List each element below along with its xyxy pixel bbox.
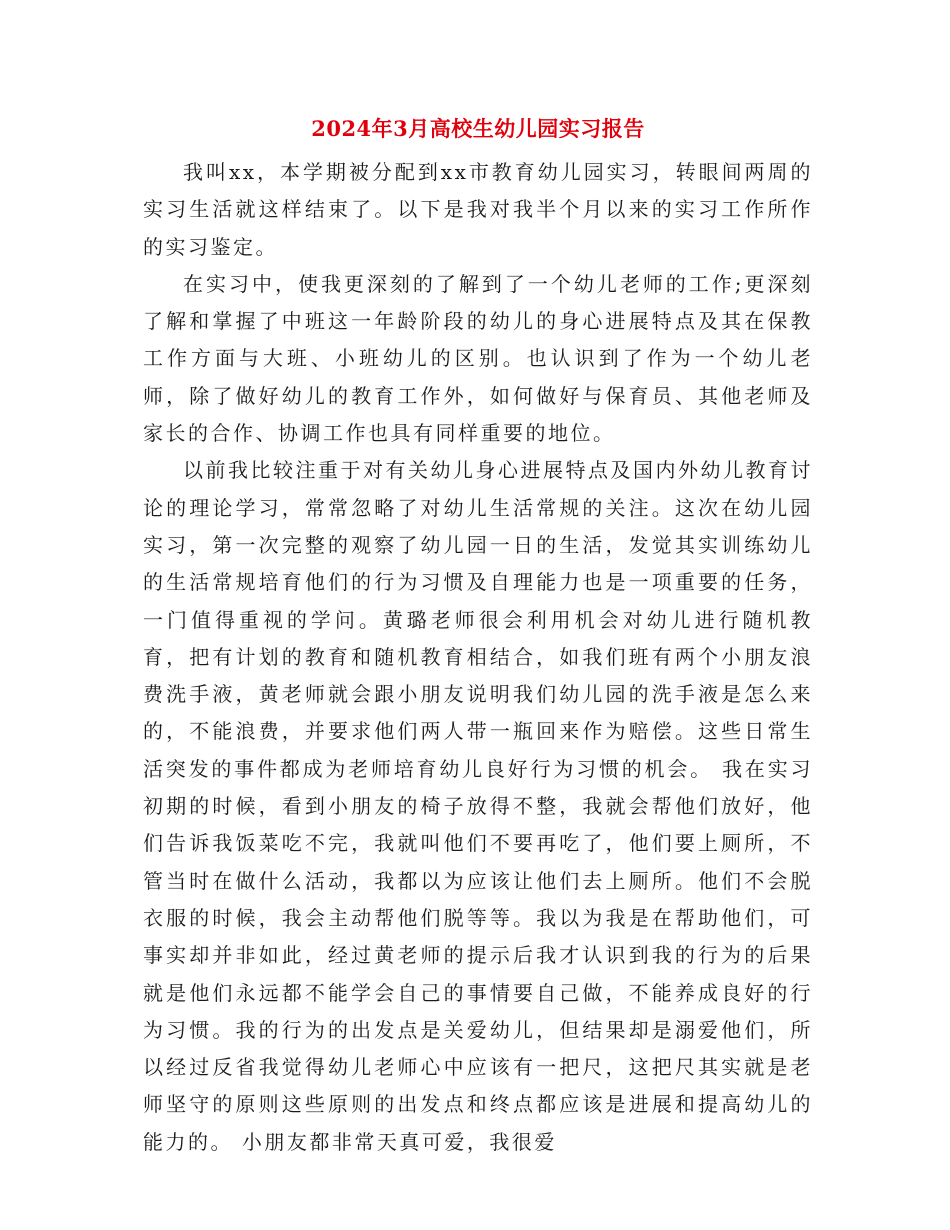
paragraph-1: 我叫xx，本学期被分配到xx市教育幼儿园实习，转眼间两周的实习生活就这样结束了。以下是我对我半个月以来的实习工作所作的实习鉴定。 xyxy=(143,160,813,259)
document-title: 2024年3月高校生幼儿园实习报告 xyxy=(311,116,645,141)
paragraph-3: 以前我比较注重于对有关幼儿身心进展特点及国内外幼儿教育讨论的理论学习，常常忽略了对幼儿生活常规的关注。这次在幼儿园实习，第一次完整的观察了幼儿园一日的生活，发觉其实训练幼儿的生活常规培育他们的行为习惯及自理能力也是一项重要的任务，一门值得重视的学问。黄璐老师很会利用机会对幼儿进行随机教育，把有计划的教育和随机教育相结合，如我们班有两个小朋友浪费洗手液，黄老师就会跟小朋友说明我们幼儿园的洗手液是怎么来的，不能浪费，并要求他们两人带一瓶回来作为赔偿。这些日常生活突发的事件都成为老师培育幼儿良好行为习惯的机会。 我在实习初期的时候，看到小朋友的椅子放得不整，我就会帮他们放好，他们告诉我饭菜吃不完，我就叫他们不要再吃了，他们要上厕所，不管当时在做什么活动，我都以为应该让他们去上厕所。他们不会脱衣服的时候，我会主动帮他们脱等等。我以为我是在帮助他们，可事实却并非如此，经过黄老师的提示后我才认识到我的行为的后果就是他们永远都不能学会自己的事情要自己做，不能养成良好的行为习惯。我的行为的出发点是关爱幼儿，但结果却是溺爱他们，所以经过反省我觉得幼儿老师心中应该有一把尺，这把尺其实就是老师坚守的原则这些原则的出发点和终点都应该是进展和提高幼儿的能力的。 小朋友都非常天真可爱，我很爱 xyxy=(143,458,813,1154)
paragraph-2: 在实习中，使我更深刻的了解到了一个幼儿老师的工作;更深刻了解和掌握了中班这一年龄阶段的幼儿的身心进展特点及其在保教工作方面与大班、小班幼儿的区别。也认识到了作为一个幼儿老师，除了做好幼儿的教育工作外，如何做好与保育员、其他老师及家长的合作、协调工作也具有同样重要的地位。 xyxy=(143,271,813,446)
document-page xyxy=(143,112,813,1161)
